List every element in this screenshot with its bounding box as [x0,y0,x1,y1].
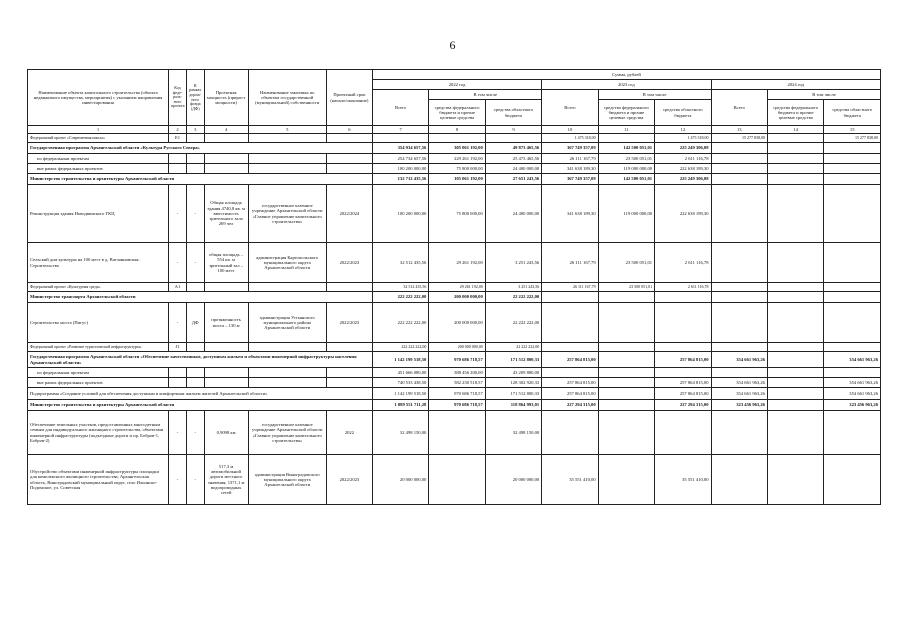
customer-cell: администрация Каргопольского муниципального округа Архангельской области [248,243,326,283]
amount-cell: 22 222 222,00 [485,292,541,303]
code-cell [169,368,187,378]
amount-cell: 1 475 318,00 [542,134,598,143]
amount-cell [711,164,767,174]
amount-cell: 200 000 000,00 [429,343,485,352]
amount-cell [767,134,823,143]
amount-cell [767,143,823,154]
header-within: В рамках дорожного фонда (ДФ) [186,70,204,126]
amount-cell: 229 261 192,00 [429,154,485,164]
column-number: 6 [326,126,372,134]
customer-cell [248,283,326,292]
header-reg: средства областного бюджета [824,100,881,126]
header-period: Проектный срок (начало/окончание) [326,70,372,126]
amount-cell [598,411,654,455]
table-row [28,368,881,378]
amount-cell: 227 294 315,00 [655,400,711,411]
road-fund-cell [186,378,204,388]
amount-cell: 323 456 963,26 [711,400,767,411]
period-cell [326,283,372,292]
amount-cell: 354 661 963,26 [711,352,767,368]
amount-cell: 2 611 116,78 [655,243,711,283]
amount-cell: 354 661 963,26 [711,378,767,388]
column-number: 8 [429,126,485,134]
amount-cell: 1 142 199 518,50 [372,352,428,368]
capacity-cell: 0,9098 км [204,411,248,455]
amount-cell [655,292,711,303]
amount-cell: 257 864 815,00 [542,378,598,388]
investment-table [27,69,881,505]
amount-cell [711,303,767,343]
table-row [28,292,881,303]
amount-cell [542,303,598,343]
row-title: Министерство строительства и архитектуры Архангельской области [28,174,373,185]
table-row [28,455,881,505]
table-header [28,70,881,134]
customer-cell [248,134,326,143]
amount-cell: 29 261 192,00 [429,283,485,292]
amount-cell [711,283,767,292]
row-title: Федеральный проект «Развитие туристической инфраструктуры» [28,343,169,352]
header-incl: В том числе [598,90,711,100]
amount-cell: 25 473 465,56 [485,154,541,164]
customer-cell: государственное казенное учреждение Архангельской области «Главное управление капитального строительства» [248,185,326,243]
column-number: 2 [169,126,187,134]
table-row [28,185,881,243]
amount-cell: 35 551 410,00 [542,455,598,505]
table-row [28,411,881,455]
row-title: вне рамок федеральных проектов [28,378,169,388]
code-cell: - [169,411,187,455]
amount-cell [598,343,654,352]
row-title: Государственная программа Архангельской области «Обеспечение качественным, доступным жильем и объектами инженерной инфраструктуры населения Архангельской области» [28,352,373,368]
period-cell [326,378,372,388]
table-row [28,143,881,154]
road-fund-cell [186,164,204,174]
amount-cell [711,292,767,303]
amount-cell: 225 249 306,08 [655,174,711,185]
amount-cell [767,411,823,455]
amount-cell [598,292,654,303]
amount-cell: 222 222 222,00 [372,292,428,303]
amount-cell: 32 512 435,56 [372,243,428,283]
amount-cell [711,174,767,185]
amount-cell: 29 261 192,00 [429,243,485,283]
amount-cell [542,292,598,303]
amount-cell: 367 749 357,09 [542,174,598,185]
amount-cell: 354 661 963,26 [824,388,881,400]
amount-cell [598,400,654,411]
table-row [28,352,881,368]
amount-cell [767,185,823,243]
amount-cell [655,303,711,343]
capacity-cell [204,378,248,388]
column-number: 3 [186,126,204,134]
amount-cell: 367 749 357,09 [542,143,598,154]
road-fund-cell [186,343,204,352]
amount-cell: 20 000 000,00 [485,455,541,505]
amount-cell [711,243,767,283]
amount-cell: 341 638 189,30 [542,185,598,243]
period-cell: 2022 [326,411,372,455]
amount-cell: 341 638 189,30 [542,164,598,174]
amount-cell: 2 611 116,78 [655,283,711,292]
amount-cell [711,185,767,243]
row-title: Строительство моста (Пигус) [28,303,169,343]
amount-cell [711,368,767,378]
amount-cell: 354 934 657,56 [372,143,428,154]
road-fund-cell: - [186,455,204,505]
amount-cell: 2 611 116,78 [655,154,711,164]
code-cell: - [169,243,187,283]
amount-cell: 22 222 222,00 [485,343,541,352]
period-cell: 2022/2023 [326,243,372,283]
period-cell [326,368,372,378]
amount-cell: 105 061 192,00 [429,174,485,185]
amount-cell [824,368,881,378]
row-title: по федеральным проектам [28,154,169,164]
row-title: Сельский дом культуры на 100 мест в д. Ватланновская. Строительство [28,243,169,283]
customer-cell: администрация Устьянского муниципального района Архангельской области [248,303,326,343]
amount-cell: 119 000 000,00 [598,185,654,243]
amount-cell [711,455,767,505]
amount-cell: 227 294 315,00 [542,400,598,411]
header-reg: средства областного бюджета [655,100,711,126]
amount-cell [711,143,767,154]
amount-cell [767,292,823,303]
header-total: Всего [542,90,598,126]
period-cell [326,154,372,164]
amount-cell: 15 277 838,00 [711,134,767,143]
amount-cell: 3 251 243,56 [485,243,541,283]
amount-cell: 222 638 189,30 [655,185,711,243]
period-cell: 2022/2023 [326,303,372,343]
amount-cell [372,134,428,143]
capacity-cell: общая площадь – 554 кв. м зрительный зал – 100 мест [204,243,248,283]
page-number: 6 [449,38,456,52]
table-row [28,243,881,283]
amount-cell: 100 200 000,00 [372,185,428,243]
row-title: Федеральный проект «Современная школа» [28,134,169,143]
amount-cell [429,455,485,505]
road-fund-cell: - [186,411,204,455]
amount-cell: 132 712 435,56 [372,174,428,185]
row-title: вне рамок федеральных проектов [28,164,169,174]
amount-cell: 24 400 000,00 [485,185,541,243]
header-customer: Наименование заказчика по объектам государственной (муниципальной) собственности [248,70,326,126]
amount-cell [824,455,881,505]
amount-cell: 225 249 306,08 [655,143,711,154]
code-cell [169,154,187,164]
amount-cell: 23 500 051,01 [598,243,654,283]
table-row [28,174,881,185]
amount-cell [824,343,881,352]
amount-cell [711,343,767,352]
column-number: 5 [248,126,326,134]
table-row [28,134,881,143]
column-number: 12 [655,126,711,134]
amount-cell: 26 111 167,79 [542,283,598,292]
amount-cell: 15 277 838,00 [824,134,881,143]
code-cell: - [169,455,187,505]
amount-cell: 142 500 051,01 [598,174,654,185]
header-reg: средства областного бюджета [485,100,541,126]
header-code: Код федерального проекта [169,70,187,126]
amount-cell [655,411,711,455]
road-fund-cell [186,154,204,164]
amount-cell: 388 456 200,00 [429,368,485,378]
amount-cell: 100 200 000,00 [372,164,428,174]
amount-cell [767,343,823,352]
amount-cell: 75 800 000,00 [429,164,485,174]
amount-cell: 970 686 718,57 [429,388,485,400]
code-cell [169,378,187,388]
amount-cell: 128 302 920,33 [485,378,541,388]
amount-cell: 582 230 518,57 [429,378,485,388]
amount-cell [598,378,654,388]
header-total: Всего [372,90,428,126]
column-number: 11 [598,126,654,134]
amount-cell [598,134,654,143]
amount-cell: 171 512 800,33 [485,388,541,400]
amount-cell [767,400,823,411]
amount-cell [598,455,654,505]
customer-cell [248,343,326,352]
header-year-2022: 2022 год [372,80,541,90]
capacity-cell [204,368,248,378]
amount-cell [767,174,823,185]
table-row [28,283,881,292]
code-cell: Е1 [169,134,187,143]
amount-cell [767,283,823,292]
amount-cell: 740 533 438,50 [372,378,428,388]
amount-cell: 49 873 465,56 [485,143,541,154]
amount-cell: 254 734 657,56 [372,154,428,164]
header-fed: средства федерального бюджета и прочие целевые средства [598,100,654,126]
capacity-cell [204,134,248,143]
row-title: Министерство транспорта Архангельской области [28,292,373,303]
customer-cell [248,154,326,164]
column-number: 14 [767,126,823,134]
amount-cell [542,411,598,455]
amount-cell [767,455,823,505]
table-row [28,388,881,400]
amount-cell: 32 512 435,56 [372,283,428,292]
table-body [28,134,881,505]
amount-cell [824,292,881,303]
customer-cell: администрация Виноградовского муниципального округа Архангельской области [248,455,326,505]
amount-cell: 970 686 718,57 [429,352,485,368]
header-fed: средства федерального бюджета и прочие целевые средства [429,100,485,126]
amount-cell: 119 000 000,00 [598,164,654,174]
amount-cell: 23 500 051,01 [598,154,654,164]
road-fund-cell [186,283,204,292]
column-number: 15 [824,126,881,134]
header-capacity: Проектная мощность (прирост мощности) [204,70,248,126]
code-cell: - [169,185,187,243]
header-amount: Сумма, рублей [372,70,880,80]
amount-cell [711,411,767,455]
amount-cell [711,154,767,164]
header-fed: средства федерального бюджета и прочие целевые средства [767,100,823,126]
amount-cell: 257 864 815,00 [542,388,598,400]
amount-cell: 26 111 167,79 [542,243,598,283]
amount-cell: 323 456 963,26 [824,400,881,411]
capacity-cell [204,164,248,174]
amount-cell [767,388,823,400]
table-row [28,400,881,411]
amount-cell: 24 400 000,00 [485,164,541,174]
amount-cell: 32 498 150,00 [485,411,541,455]
amount-cell: 75 800 000,00 [429,185,485,243]
amount-cell [824,174,881,185]
amount-cell: 1 475 318,00 [655,134,711,143]
road-fund-cell [186,134,204,143]
amount-cell: 257 864 815,00 [655,388,711,400]
road-fund-cell: - [186,243,204,283]
column-number: 4 [204,126,248,134]
row-title: Обустройство объектами инженерной инфраструктуры площадки для комплексного жилищного строительства, Архангельская область, Виноградовский муниципальный округ, село Ильинско-Подомское, ул. Советская [28,455,169,505]
amount-cell: 257 864 815,00 [542,352,598,368]
amount-cell: 43 209 880,00 [485,368,541,378]
table-row [28,378,881,388]
capacity-cell [204,343,248,352]
row-title: Реконструкция здания Новодвинского ГКЦ [28,185,169,243]
amount-cell: 142 500 051,01 [598,143,654,154]
column-number: 9 [485,126,541,134]
table-row [28,154,881,164]
header-year-2023: 2023 год [542,80,711,90]
amount-cell [767,368,823,378]
amount-cell [655,343,711,352]
amount-cell [429,134,485,143]
amount-cell [767,378,823,388]
header-year-2024: 2024 год [711,80,880,90]
header-incl: В том числе [767,90,880,100]
customer-cell: государственное казенное учреждение Архангельской области «Главное управление капитального строительства» [248,411,326,455]
capacity-cell: протяженность моста – 130 м [204,303,248,343]
row-title: Федеральный проект «Культурная среда» [28,283,169,292]
column-number: 13 [711,126,767,134]
row-title: Государственная программа Архангельской области «Культура Русского Севера» [28,143,373,154]
table-row [28,164,881,174]
table-row [28,303,881,343]
period-cell: 2022/2024 [326,185,372,243]
row-title: по федеральным проектам [28,368,169,378]
header-name: Наименование объекта капитального строительства (объекта недвижимого имущества, мероприятия) с указанием направления инвестирования [28,70,169,126]
amount-cell [824,303,881,343]
header-total: Всего [711,90,767,126]
code-cell: А1 [169,283,187,292]
road-fund-cell [186,368,204,378]
period-cell [326,343,372,352]
amount-cell [824,143,881,154]
column-number: 7 [372,126,428,134]
code-cell [169,164,187,174]
period-cell: 2022/2023 [326,455,372,505]
amount-cell [767,352,823,368]
column-number: 1 [28,126,169,134]
amount-cell: 1 089 551 711,28 [372,400,428,411]
amount-cell: 118 864 993,01 [485,400,541,411]
customer-cell [248,368,326,378]
header-incl: В том числе [429,90,542,100]
amount-cell [542,368,598,378]
amount-cell [767,164,823,174]
amount-cell [767,303,823,343]
capacity-cell: 517,3 м автомобильной дороги местного значения; 1371,1 м водопроводных сетей [204,455,248,505]
amount-cell: 171 512 800,33 [485,352,541,368]
amount-cell [767,243,823,283]
amount-cell [598,388,654,400]
amount-cell [767,154,823,164]
road-fund-cell: - [186,185,204,243]
amount-cell: 354 661 963,26 [711,388,767,400]
amount-cell [655,368,711,378]
amount-cell: 354 661 963,26 [824,378,881,388]
amount-cell [542,343,598,352]
amount-cell: 35 551 410,00 [655,455,711,505]
amount-cell: 354 661 963,26 [824,352,881,368]
amount-cell: 257 864 815,00 [655,378,711,388]
amount-cell [824,243,881,283]
amount-cell [824,164,881,174]
amount-cell: 26 111 167,79 [542,154,598,164]
amount-cell: 200 000 000,00 [429,292,485,303]
amount-cell: 222 222 222,00 [372,343,428,352]
code-cell: J1 [169,343,187,352]
code-cell: - [169,303,187,343]
road-fund-cell: ДФ [186,303,204,343]
amount-cell [824,283,881,292]
row-title: Обеспечение земельных участков, предоставленных многодетным семьям для индивидуального жилищного строительства, объектами инженерной инфраструктуры (подъездные дороги и пр. Бобров-1, Бобров-2) [28,411,169,455]
amount-cell [824,411,881,455]
column-number: 10 [542,126,598,134]
row-title: Министерство строительства и архитектуры Архангельской области [28,400,373,411]
amount-cell [429,411,485,455]
amount-cell: 222 222 222,00 [372,303,428,343]
amount-cell: 222 638 189,30 [655,164,711,174]
amount-cell: 305 061 192,00 [429,143,485,154]
amount-cell: 20 000 000,00 [372,455,428,505]
period-cell [326,164,372,174]
amount-cell [824,185,881,243]
amount-cell [824,154,881,164]
amount-cell: 257 864 815,00 [655,352,711,368]
amount-cell [598,368,654,378]
customer-cell [248,164,326,174]
amount-cell: 3 251 243,56 [485,283,541,292]
amount-cell: 451 666 080,00 [372,368,428,378]
capacity-cell [204,154,248,164]
amount-cell: 200 000 000,00 [429,303,485,343]
capacity-cell: Общая площадь здания 4740,8 кв. м вместимость зрительного зала 269 чел [204,185,248,243]
amount-cell: 32 498 150,00 [372,411,428,455]
amount-cell [598,303,654,343]
amount-cell: 22 222 222,00 [485,303,541,343]
amount-cell: 23 500 051,01 [598,283,654,292]
amount-cell [598,352,654,368]
row-title: Подпрограмма «Создание условий для обеспечения доступным и комфортным жильем жителей Архангельской области» [28,388,373,400]
amount-cell: 27 651 243,56 [485,174,541,185]
period-cell [326,134,372,143]
customer-cell [248,378,326,388]
amount-cell: 1 142 199 518,50 [372,388,428,400]
amount-cell: 970 686 718,57 [429,400,485,411]
capacity-cell [204,283,248,292]
amount-cell [485,134,541,143]
table-row [28,343,881,352]
